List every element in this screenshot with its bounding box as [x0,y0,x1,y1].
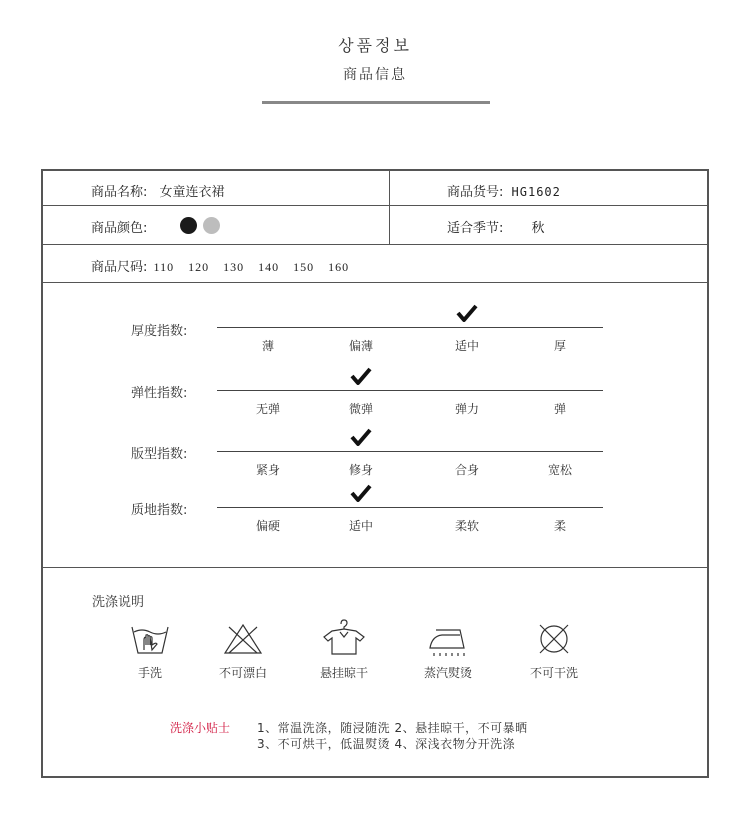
index-option: 厚 [553,339,567,353]
index-option: 弹力 [454,402,480,416]
wash-label: 悬挂晾干 [319,666,369,680]
product-name-label: 商品名称: [91,185,148,200]
index-option: 柔软 [454,519,480,533]
no-dry-clean-icon [536,622,572,660]
hand-wash-icon [130,623,170,661]
index-option: 修身 [348,463,374,477]
row-divider [43,244,707,245]
header-divider [262,101,490,104]
index-option: 柔 [553,519,567,533]
index-option: 适中 [348,519,374,533]
season-label: 适合季节: [447,221,504,236]
index-option: 偏硬 [255,519,281,533]
check-icon [350,428,372,450]
product-color-label: 商品颜色: [91,221,148,236]
hang-dry-icon [322,618,366,660]
index-scale-line [217,507,603,508]
season-field [447,217,545,236]
wash-label: 手洗 [137,666,163,680]
product-name-value: 女童连衣裙 [159,185,225,200]
washing-tips-line: 3、不可烘干，低温熨烫 4、深浅衣物分开洗涤 [257,737,516,751]
color-swatch-black [180,217,197,234]
thickness-index-label: 厚度指数: [131,324,188,339]
size-value: 150 [293,260,315,274]
index-option: 薄 [261,339,275,353]
row-divider [43,282,707,283]
size-value: 160 [328,260,350,274]
row-divider [43,205,707,206]
elasticity-index-label: 弹性指数: [131,386,188,401]
size-list [154,260,364,275]
index-option: 合身 [454,463,480,477]
product-info-table [41,169,709,778]
fit-index-label: 版型指数: [131,447,188,462]
index-option: 微弹 [348,402,374,416]
index-option: 偏薄 [348,339,374,353]
steam-iron-icon [426,624,470,662]
index-option: 适中 [454,339,480,353]
washing-tips-line: 1、常温洗涤，随浸随洗 2、悬挂晾干，不可暴晒 [257,721,528,735]
header-title-chinese: 商品信息 [343,67,407,83]
index-option: 宽松 [547,463,573,477]
season-value: 秋 [531,221,545,236]
no-bleach-icon [223,623,263,659]
index-scale-line [217,327,603,328]
index-option: 紧身 [255,463,281,477]
row-divider [43,567,707,568]
size-value: 110 [153,260,175,274]
product-code-field [447,181,561,200]
index-option: 弹 [553,402,567,416]
column-divider [389,171,390,244]
check-icon [350,367,372,389]
product-code-value: HG1602 [511,185,561,199]
size-value: 140 [258,260,280,274]
texture-index-label: 质地指数: [131,503,188,518]
size-label: 商品尺码: [91,260,148,275]
washing-title: 洗涤说明 [92,595,145,610]
wash-label: 蒸汽熨烫 [423,666,473,680]
size-field [91,256,363,275]
wash-label: 不可干洗 [529,666,579,680]
size-value: 130 [223,260,245,274]
product-name-field [91,181,225,200]
washing-tips-label: 洗涤小贴士 [170,721,231,735]
wash-label: 不可漂白 [218,666,268,680]
product-code-label: 商品货号: [447,185,504,200]
index-scale-line [217,451,603,452]
size-value: 120 [188,260,210,274]
index-option: 无弹 [255,402,281,416]
header-title-korean: 상품정보 [338,36,412,55]
index-scale-line [217,390,603,391]
color-swatch-gray [203,217,220,234]
check-icon [456,304,478,326]
check-icon [350,484,372,506]
